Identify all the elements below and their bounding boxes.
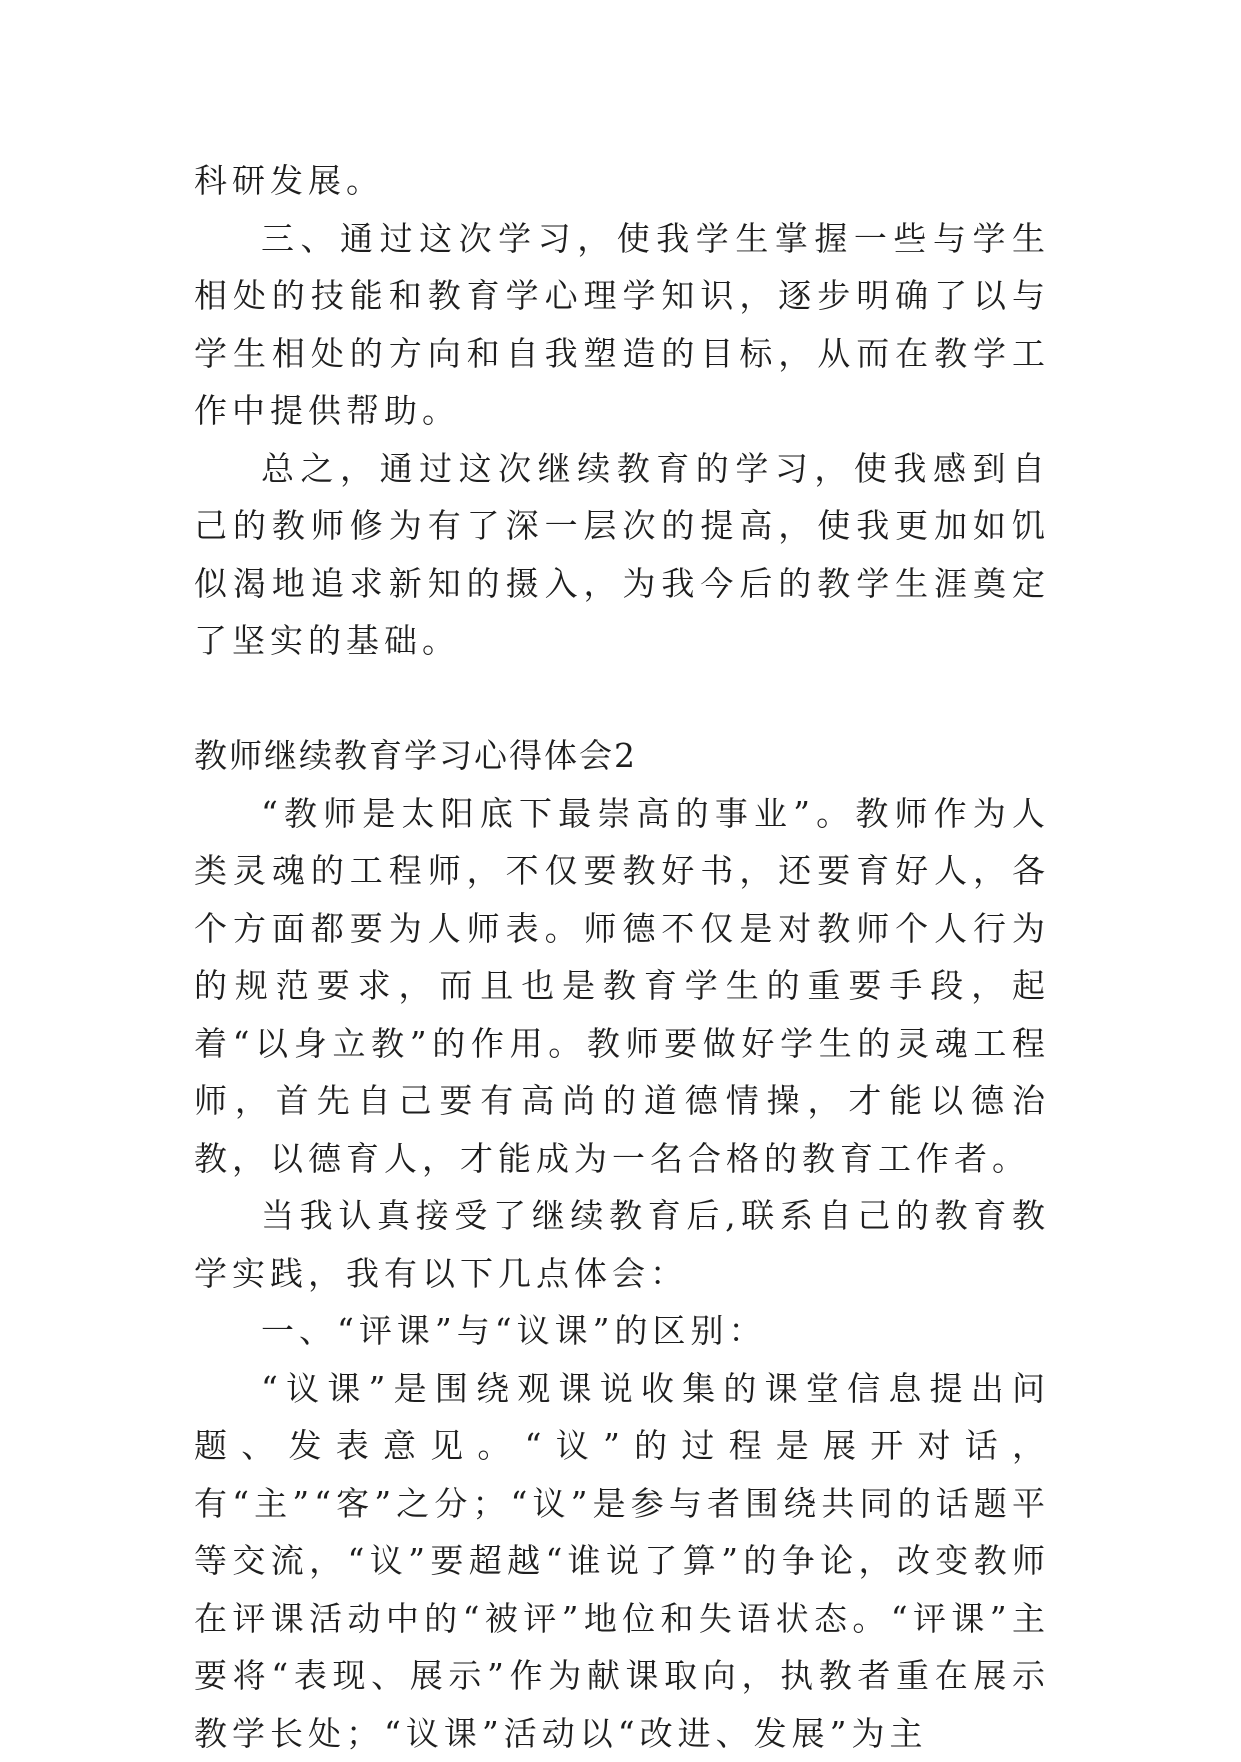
paragraph: “议课”是围绕观课说收集的课堂信息提出问题、发表意见。“议”的过程是展开对话，有“主”“客”之分；“议”是参与者围绕共同的话题平等交流，“议”要超越“谁说了算”的争论，改变教师在评课活动中的“被评”地位和失语状态。“评课”主要将“表现、展示”作为献课取向，执教者重在展示教学长处；“议课”活动以“改进、发展”为主 — [194, 1360, 1050, 1762]
paragraph: “教师是太阳底下最崇高的事业”。教师作为人类灵魂的工程师，不仅要教好书，还要育好人，各个方面都要为人师表。师德不仅是对教师个人行为的规范要求，而且也是教育学生的重要手段，起着“以身立教”的作用。教师要做好学生的灵魂工程师，首先自己要有高尚的道德情操，才能以德治教，以德育人，才能成为一名合格的教育工作者。 — [194, 785, 1050, 1188]
section-heading: 教师继续教育学习心得体会2 — [194, 727, 1050, 785]
paragraph: 科研发展。 — [194, 152, 1050, 210]
paragraph: 总之，通过这次继续教育的学习，使我感到自己的教师修为有了深一层次的提高，使我更加如饥似渴地追求新知的摄入，为我今后的教学生涯奠定了坚实的基础。 — [194, 440, 1050, 670]
paragraph: 当我认真接受了继续教育后,联系自己的教育教学实践，我有以下几点体会： — [194, 1187, 1050, 1302]
document-body — [194, 152, 1050, 1762]
paragraph: 一、“评课”与“议课”的区别： — [194, 1302, 1050, 1360]
paragraph: 三、通过这次学习，使我学生掌握一些与学生相处的技能和教育学心理学知识，逐步明确了以与学生相处的方向和自我塑造的目标，从而在教学工作中提供帮助。 — [194, 210, 1050, 440]
